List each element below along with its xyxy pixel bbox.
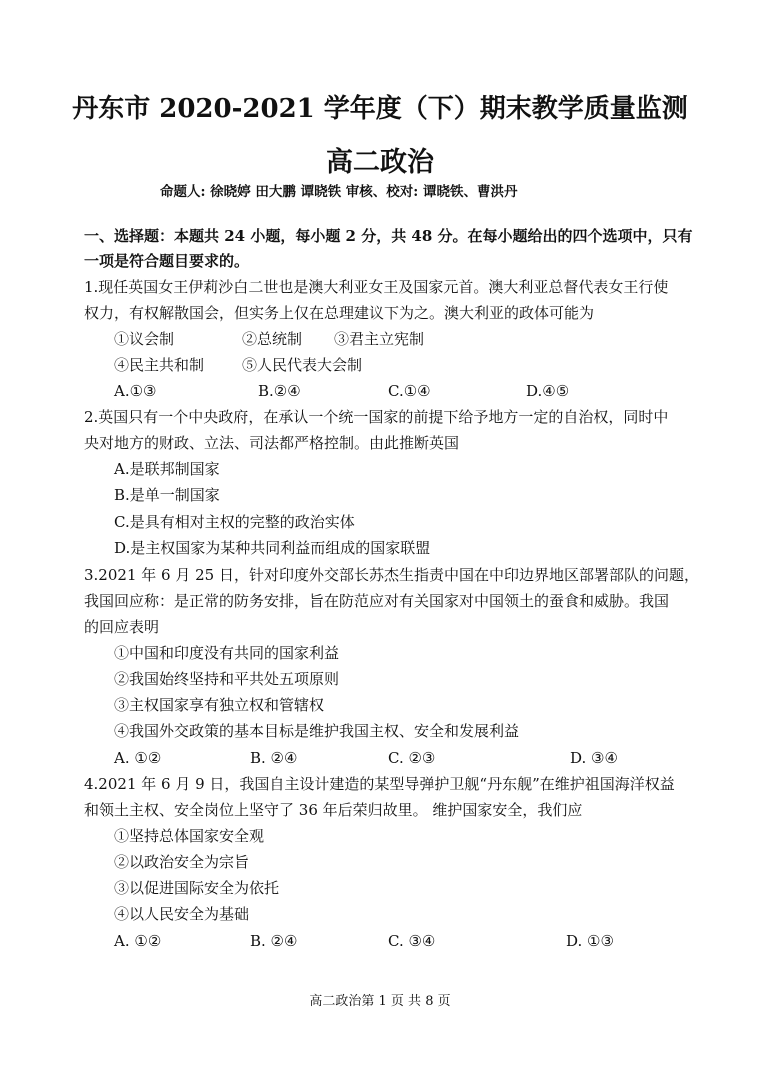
q2-option-b: B.是单一制国家 (114, 486, 220, 504)
q2-option-d: D.是主权国家为某种共同利益而组成的国家联盟 (114, 539, 431, 557)
q3-option-b: B. ②④ (250, 749, 298, 767)
q2-stem-line2: 央对地方的财政、立法、司法都严格控制。由此推断英国 (84, 434, 460, 452)
q3-option-c: C. ②③ (388, 749, 436, 767)
q1-item-2: ②总统制 (242, 330, 303, 348)
q1-item-4: ④民主共和制 (114, 356, 205, 374)
q3-item-3: ③主权国家享有独立权和管辖权 (114, 696, 325, 714)
q3-option-d: D. ③④ (570, 749, 618, 767)
authors-line: 命题人: 徐晓婷 田大鹏 谭晓铁 审核、校对: 谭晓铁、曹洪丹 (160, 184, 518, 200)
page-footer: 高二政治第 1 页 共 8 页 (309, 994, 451, 1009)
q1-stem-line1: 1.现任英国女王伊莉沙白二世也是澳大利亚女王及国家元首。澳大利亚总督代表女王行使 (84, 278, 669, 296)
q1-item-1: ①议会制 (114, 330, 175, 348)
q3-option-a: A. ①② (114, 749, 162, 767)
q4-option-d: D. ①③ (566, 932, 614, 950)
q4-option-b: B. ②④ (250, 932, 298, 950)
q4-option-c: C. ③④ (388, 932, 436, 950)
q3-item-4: ④我国外交政策的基本目标是维护我国主权、安全和发展利益 (114, 722, 520, 740)
q4-stem-line2: 和领土主权、安全岗位上坚守了 36 年后荣归故里。 维护国家安全，我们应 (84, 801, 583, 819)
exam-title: 丹东市 2020-2021 学年度（下）期末教学质量监测 (72, 94, 688, 124)
q3-item-1: ①中国和印度没有共同的国家利益 (114, 644, 340, 662)
q3-stem-line3: 的回应表明 (84, 618, 160, 636)
q2-option-a: A.是联邦制国家 (114, 460, 220, 478)
q1-option-b: B.②④ (258, 382, 301, 400)
q3-item-2: ②我国始终坚持和平共处五项原则 (114, 670, 340, 688)
q4-item-1: ①坚持总体国家安全观 (114, 827, 265, 845)
q2-option-c: C.是具有相对主权的完整的政治实体 (114, 513, 355, 531)
q4-item-4: ④以人民安全为基础 (114, 905, 250, 923)
q1-stem-line2: 权力，有权解散国会，但实务上仅在总理建议下为之。澳大利亚的政体可能为 (84, 304, 595, 322)
q1-option-a: A.①③ (114, 382, 157, 400)
q4-item-3: ③以促进国际安全为依托 (114, 879, 280, 897)
q1-item-3: ③君主立宪制 (334, 330, 425, 348)
q1-option-d: D.④⑤ (526, 382, 570, 400)
q1-option-c: C.①④ (388, 382, 431, 400)
q4-stem-line1: 4.2021 年 6 月 9 日，我国自主设计建造的某型导弹护卫舰“丹东舰”在维护祖国海洋权益 (84, 775, 675, 793)
q3-stem-line1: 3.2021 年 6 月 25 日，针对印度外交部长苏杰生指责中国在中印边界地区部署部队的问题， (84, 566, 699, 584)
q3-stem-line2: 我国回应称：是正常的防务安排，旨在防范应对有关国家对中国领土的蚕食和威胁。我国 (84, 592, 670, 610)
q4-item-2: ②以政治安全为宗旨 (114, 853, 250, 871)
section-heading-line2: 一项是符合题目要求的。 (84, 252, 250, 270)
section-heading-line1: 一、选择题：本题共 24 小题，每小题 2 分，共 48 分。在每小题给出的四个选项中，只有 (84, 227, 693, 245)
q1-item-5: ⑤人民代表大会制 (242, 356, 363, 374)
subject-title: 高二政治 (326, 147, 434, 178)
q4-option-a: A. ①② (114, 932, 162, 950)
q2-stem-line1: 2.英国只有一个中央政府，在承认一个统一国家的前提下给予地方一定的自治权，同时中 (84, 408, 669, 426)
